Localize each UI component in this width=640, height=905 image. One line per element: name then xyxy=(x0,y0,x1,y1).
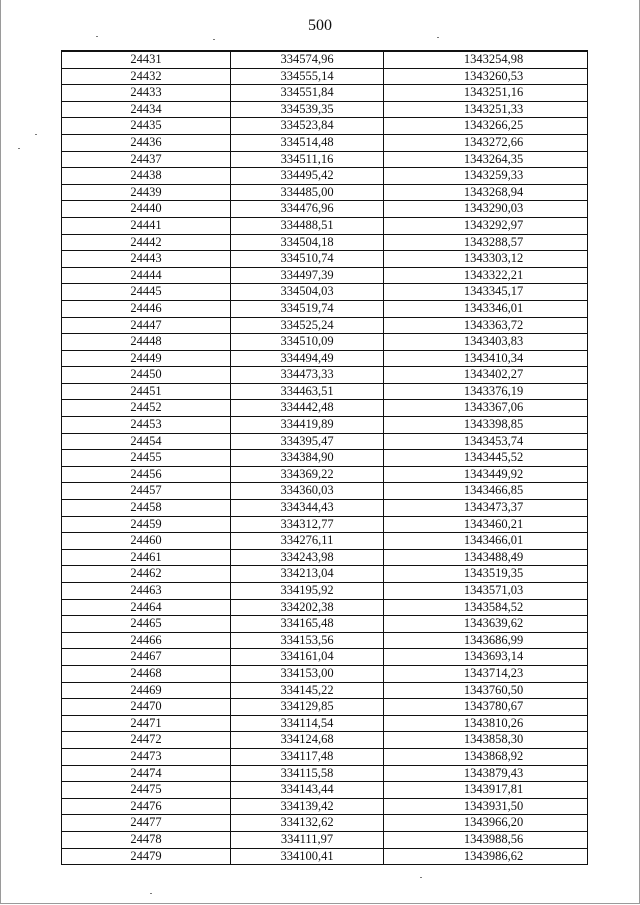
y-coordinate-cell xyxy=(384,599,588,616)
y-coordinate-value: 1343376,19 xyxy=(463,383,524,398)
y-coordinate-value: 1343686,99 xyxy=(463,632,524,647)
table-row xyxy=(62,483,588,500)
x-coordinate-cell: 334114,54 xyxy=(231,715,384,732)
point-number-cell: 24470 xyxy=(62,699,231,716)
table-row xyxy=(62,450,588,467)
table-row xyxy=(62,284,588,301)
y-coordinate-cell xyxy=(384,649,588,666)
point-number-cell: 24439 xyxy=(62,184,231,201)
y-coordinate-value: 1343868,92 xyxy=(463,748,524,763)
y-coordinate-value: 1343363,72 xyxy=(463,317,524,332)
y-coordinate-cell xyxy=(384,367,588,384)
x-coordinate-cell: 334511,16 xyxy=(231,151,384,168)
table-row xyxy=(62,234,588,251)
y-coordinate-cell xyxy=(384,748,588,765)
x-coordinate-cell: 334495,42 xyxy=(231,168,384,185)
y-coordinate-cell xyxy=(384,201,588,218)
point-number-cell: 24447 xyxy=(62,317,231,334)
point-number-cell: 24466 xyxy=(62,632,231,649)
x-coordinate-cell: 334519,74 xyxy=(231,300,384,317)
y-coordinate-value: 1343260,53 xyxy=(463,68,524,83)
y-coordinate-cell xyxy=(384,383,588,400)
y-coordinate-cell xyxy=(384,417,588,434)
y-coordinate-value: 1343292,97 xyxy=(463,217,524,232)
point-number-cell: 24457 xyxy=(62,483,231,500)
x-coordinate-cell: 334129,85 xyxy=(231,699,384,716)
y-coordinate-value: 1343488,49 xyxy=(463,549,524,564)
y-coordinate-cell xyxy=(384,500,588,517)
table-row xyxy=(62,68,588,85)
x-coordinate-cell: 334143,44 xyxy=(231,782,384,799)
table-row xyxy=(62,665,588,682)
point-number-cell: 24462 xyxy=(62,566,231,583)
x-coordinate-cell: 334139,42 xyxy=(231,798,384,815)
point-number-cell: 24437 xyxy=(62,151,231,168)
point-number-cell: 24456 xyxy=(62,466,231,483)
y-coordinate-cell xyxy=(384,516,588,533)
y-coordinate-value: 1343466,85 xyxy=(463,483,524,498)
x-coordinate-cell: 334485,00 xyxy=(231,184,384,201)
point-number-cell: 24445 xyxy=(62,284,231,301)
y-coordinate-cell xyxy=(384,798,588,815)
table-row xyxy=(62,134,588,151)
y-coordinate-value: 1343445,52 xyxy=(463,450,524,465)
y-coordinate-cell xyxy=(384,549,588,566)
x-coordinate-cell: 334202,38 xyxy=(231,599,384,616)
x-coordinate-cell: 334243,98 xyxy=(231,549,384,566)
x-coordinate-cell: 334523,84 xyxy=(231,118,384,135)
table-row xyxy=(62,334,588,351)
x-coordinate-cell: 334525,24 xyxy=(231,317,384,334)
scan-speck xyxy=(96,36,98,37)
y-coordinate-cell xyxy=(384,184,588,201)
x-coordinate-cell: 334153,56 xyxy=(231,632,384,649)
y-coordinate-value: 1343251,16 xyxy=(463,85,524,100)
y-coordinate-value: 1343303,12 xyxy=(463,251,524,266)
scan-speck xyxy=(35,134,37,135)
y-coordinate-value: 1343988,56 xyxy=(463,831,524,846)
x-coordinate-cell: 334473,33 xyxy=(231,367,384,384)
y-coordinate-cell xyxy=(384,433,588,450)
y-coordinate-cell xyxy=(384,815,588,832)
table-row xyxy=(62,51,588,68)
y-coordinate-cell xyxy=(384,400,588,417)
x-coordinate-cell: 334510,09 xyxy=(231,334,384,351)
x-coordinate-cell: 334510,74 xyxy=(231,251,384,268)
table-row xyxy=(62,350,588,367)
point-number-cell: 24476 xyxy=(62,798,231,815)
y-coordinate-value: 1343714,23 xyxy=(463,665,524,680)
y-coordinate-value: 1343402,27 xyxy=(463,367,524,382)
y-coordinate-cell xyxy=(384,217,588,234)
scan-speck xyxy=(420,877,422,878)
x-coordinate-cell: 334494,49 xyxy=(231,350,384,367)
y-coordinate-value: 1343254,98 xyxy=(463,52,524,66)
point-number-cell: 24464 xyxy=(62,599,231,616)
point-number-cell: 24434 xyxy=(62,101,231,118)
y-coordinate-cell xyxy=(384,68,588,85)
table-row xyxy=(62,217,588,234)
y-coordinate-value: 1343519,35 xyxy=(463,566,524,581)
x-coordinate-cell: 334497,39 xyxy=(231,267,384,284)
point-number-cell: 24455 xyxy=(62,450,231,467)
y-coordinate-cell xyxy=(384,483,588,500)
y-coordinate-value: 1343986,62 xyxy=(463,848,524,863)
table-row xyxy=(62,732,588,749)
table-row xyxy=(62,831,588,848)
y-coordinate-cell xyxy=(384,533,588,550)
x-coordinate-cell: 334488,51 xyxy=(231,217,384,234)
x-coordinate-cell: 334161,04 xyxy=(231,649,384,666)
y-coordinate-cell xyxy=(384,168,588,185)
table-row xyxy=(62,500,588,517)
table-row xyxy=(62,101,588,118)
y-coordinate-cell xyxy=(384,583,588,600)
table-row xyxy=(62,616,588,633)
y-coordinate-cell xyxy=(384,85,588,102)
x-coordinate-cell: 334574,96 xyxy=(231,51,384,68)
x-coordinate-cell: 334514,48 xyxy=(231,134,384,151)
y-coordinate-cell xyxy=(384,334,588,351)
table-row xyxy=(62,85,588,102)
y-coordinate-value: 1343760,50 xyxy=(463,682,524,697)
table-row xyxy=(62,599,588,616)
y-coordinate-value: 1343290,03 xyxy=(463,201,524,216)
table-row xyxy=(62,367,588,384)
y-coordinate-value: 1343449,92 xyxy=(463,466,524,481)
y-coordinate-value: 1343272,66 xyxy=(463,134,524,149)
x-coordinate-cell: 334504,18 xyxy=(231,234,384,251)
y-coordinate-cell xyxy=(384,284,588,301)
y-coordinate-value: 1343264,35 xyxy=(463,151,524,166)
y-coordinate-cell xyxy=(384,466,588,483)
table-row xyxy=(62,782,588,799)
y-coordinate-cell xyxy=(384,848,588,865)
point-number-cell: 24475 xyxy=(62,782,231,799)
y-coordinate-value: 1343288,57 xyxy=(463,234,524,249)
point-number-cell: 24458 xyxy=(62,500,231,517)
point-number-cell: 24478 xyxy=(62,831,231,848)
point-number-cell: 24479 xyxy=(62,848,231,865)
scan-speck xyxy=(213,39,215,40)
y-coordinate-value: 1343403,83 xyxy=(463,334,524,349)
y-coordinate-value: 1343345,17 xyxy=(463,284,524,299)
point-number-cell: 24442 xyxy=(62,234,231,251)
table-row xyxy=(62,417,588,434)
table-row xyxy=(62,201,588,218)
table-row xyxy=(62,118,588,135)
scan-speck xyxy=(150,893,152,894)
y-coordinate-value: 1343460,21 xyxy=(463,516,524,531)
y-coordinate-cell xyxy=(384,682,588,699)
x-coordinate-cell: 334117,48 xyxy=(231,748,384,765)
point-number-cell: 24471 xyxy=(62,715,231,732)
point-number-cell: 24474 xyxy=(62,765,231,782)
table-row xyxy=(62,433,588,450)
x-coordinate-cell: 334124,68 xyxy=(231,732,384,749)
x-coordinate-cell: 334195,92 xyxy=(231,583,384,600)
y-coordinate-value: 1343639,62 xyxy=(463,616,524,631)
y-coordinate-cell xyxy=(384,665,588,682)
point-number-cell: 24468 xyxy=(62,665,231,682)
y-coordinate-cell xyxy=(384,566,588,583)
y-coordinate-value: 1343410,34 xyxy=(463,350,524,365)
point-number-cell: 24450 xyxy=(62,367,231,384)
x-coordinate-cell: 334504,03 xyxy=(231,284,384,301)
y-coordinate-value: 1343453,74 xyxy=(463,433,524,448)
y-coordinate-value: 1343966,20 xyxy=(463,815,524,830)
table-row xyxy=(62,848,588,865)
table-row xyxy=(62,549,588,566)
y-coordinate-value: 1343693,14 xyxy=(463,649,524,664)
point-number-cell: 24461 xyxy=(62,549,231,566)
x-coordinate-cell: 334555,14 xyxy=(231,68,384,85)
x-coordinate-cell: 334165,48 xyxy=(231,616,384,633)
coordinate-table xyxy=(61,50,588,865)
y-coordinate-value: 1343879,43 xyxy=(463,765,524,780)
point-number-cell: 24440 xyxy=(62,201,231,218)
y-coordinate-cell xyxy=(384,632,588,649)
point-number-cell: 24438 xyxy=(62,168,231,185)
y-coordinate-cell xyxy=(384,715,588,732)
point-number-cell: 24436 xyxy=(62,134,231,151)
x-coordinate-cell: 334115,58 xyxy=(231,765,384,782)
y-coordinate-cell xyxy=(384,267,588,284)
x-coordinate-cell: 334369,22 xyxy=(231,466,384,483)
table-row xyxy=(62,682,588,699)
table-row xyxy=(62,466,588,483)
y-coordinate-cell xyxy=(384,234,588,251)
table-row xyxy=(62,383,588,400)
point-number-cell: 24454 xyxy=(62,433,231,450)
point-number-cell: 24441 xyxy=(62,217,231,234)
point-number-cell: 24472 xyxy=(62,732,231,749)
point-number-cell: 24446 xyxy=(62,300,231,317)
y-coordinate-cell xyxy=(384,450,588,467)
point-number-cell: 24432 xyxy=(62,68,231,85)
x-coordinate-cell: 334476,96 xyxy=(231,201,384,218)
point-number-cell: 24443 xyxy=(62,251,231,268)
table-row xyxy=(62,715,588,732)
page-number: 500 xyxy=(308,17,332,34)
x-coordinate-cell: 334312,77 xyxy=(231,516,384,533)
table-row xyxy=(62,184,588,201)
y-coordinate-cell xyxy=(384,732,588,749)
point-number-cell: 24465 xyxy=(62,616,231,633)
table-row xyxy=(62,516,588,533)
table-row xyxy=(62,168,588,185)
y-coordinate-value: 1343259,33 xyxy=(463,168,524,183)
table-row xyxy=(62,566,588,583)
point-number-cell: 24448 xyxy=(62,334,231,351)
y-coordinate-value: 1343251,33 xyxy=(463,101,524,116)
x-coordinate-cell: 334360,03 xyxy=(231,483,384,500)
y-coordinate-value: 1343931,50 xyxy=(463,798,524,813)
y-coordinate-value: 1343346,01 xyxy=(463,300,524,315)
point-number-cell: 24463 xyxy=(62,583,231,600)
y-coordinate-cell xyxy=(384,699,588,716)
table-row xyxy=(62,632,588,649)
table-row xyxy=(62,400,588,417)
y-coordinate-cell xyxy=(384,616,588,633)
x-coordinate-cell: 334463,51 xyxy=(231,383,384,400)
scan-speck xyxy=(18,148,20,149)
x-coordinate-cell: 334344,43 xyxy=(231,500,384,517)
point-number-cell: 24459 xyxy=(62,516,231,533)
y-coordinate-cell xyxy=(384,300,588,317)
coordinate-table-body xyxy=(62,51,588,865)
y-coordinate-cell xyxy=(384,251,588,268)
y-coordinate-cell xyxy=(384,134,588,151)
table-row xyxy=(62,815,588,832)
scan-speck xyxy=(437,37,439,38)
point-number-cell: 24452 xyxy=(62,400,231,417)
table-row xyxy=(62,649,588,666)
x-coordinate-cell: 334145,22 xyxy=(231,682,384,699)
table-row xyxy=(62,798,588,815)
x-coordinate-cell: 334100,41 xyxy=(231,848,384,865)
y-coordinate-value: 1343917,81 xyxy=(463,782,524,797)
y-coordinate-cell xyxy=(384,151,588,168)
table-row xyxy=(62,300,588,317)
y-coordinate-value: 1343322,21 xyxy=(463,267,524,282)
x-coordinate-cell: 334132,62 xyxy=(231,815,384,832)
x-coordinate-cell: 334111,97 xyxy=(231,831,384,848)
table-row xyxy=(62,765,588,782)
point-number-cell: 24460 xyxy=(62,533,231,550)
y-coordinate-cell xyxy=(384,765,588,782)
point-number-cell: 24469 xyxy=(62,682,231,699)
table-row xyxy=(62,748,588,765)
x-coordinate-cell: 334395,47 xyxy=(231,433,384,450)
x-coordinate-cell: 334213,04 xyxy=(231,566,384,583)
y-coordinate-value: 1343571,03 xyxy=(463,583,524,597)
point-number-cell: 24433 xyxy=(62,85,231,102)
point-number-cell: 24477 xyxy=(62,815,231,832)
y-coordinate-value: 1343858,30 xyxy=(463,732,524,747)
y-coordinate-value: 1343780,67 xyxy=(463,699,524,714)
y-coordinate-value: 1343584,52 xyxy=(463,599,524,614)
y-coordinate-value: 1343473,37 xyxy=(463,500,524,515)
y-coordinate-cell xyxy=(384,51,588,68)
y-coordinate-cell xyxy=(384,782,588,799)
x-coordinate-cell: 334442,48 xyxy=(231,400,384,417)
point-number-cell: 24435 xyxy=(62,118,231,135)
y-coordinate-value: 1343367,06 xyxy=(463,400,524,415)
y-coordinate-cell xyxy=(384,831,588,848)
y-coordinate-value: 1343810,26 xyxy=(463,715,524,730)
table-row xyxy=(62,317,588,334)
table-row xyxy=(62,583,588,600)
x-coordinate-cell: 334539,35 xyxy=(231,101,384,118)
y-coordinate-value: 1343268,94 xyxy=(463,184,524,199)
y-coordinate-cell xyxy=(384,101,588,118)
x-coordinate-cell: 334276,11 xyxy=(231,533,384,550)
y-coordinate-cell xyxy=(384,350,588,367)
point-number-cell: 24473 xyxy=(62,748,231,765)
point-number-cell: 24449 xyxy=(62,350,231,367)
x-coordinate-cell: 334551,84 xyxy=(231,85,384,102)
table-row xyxy=(62,699,588,716)
y-coordinate-value: 1343398,85 xyxy=(463,417,524,432)
table-row xyxy=(62,251,588,268)
point-number-cell: 24431 xyxy=(62,51,231,68)
point-number-cell: 24444 xyxy=(62,267,231,284)
y-coordinate-value: 1343466,01 xyxy=(463,533,524,548)
x-coordinate-cell: 334153,00 xyxy=(231,665,384,682)
y-coordinate-cell xyxy=(384,118,588,135)
table-row xyxy=(62,151,588,168)
table-row xyxy=(62,267,588,284)
point-number-cell: 24467 xyxy=(62,649,231,666)
x-coordinate-cell: 334419,89 xyxy=(231,417,384,434)
y-coordinate-value: 1343266,25 xyxy=(463,118,524,133)
point-number-cell: 24453 xyxy=(62,417,231,434)
table-row xyxy=(62,533,588,550)
y-coordinate-cell xyxy=(384,317,588,334)
x-coordinate-cell: 334384,90 xyxy=(231,450,384,467)
point-number-cell: 24451 xyxy=(62,383,231,400)
